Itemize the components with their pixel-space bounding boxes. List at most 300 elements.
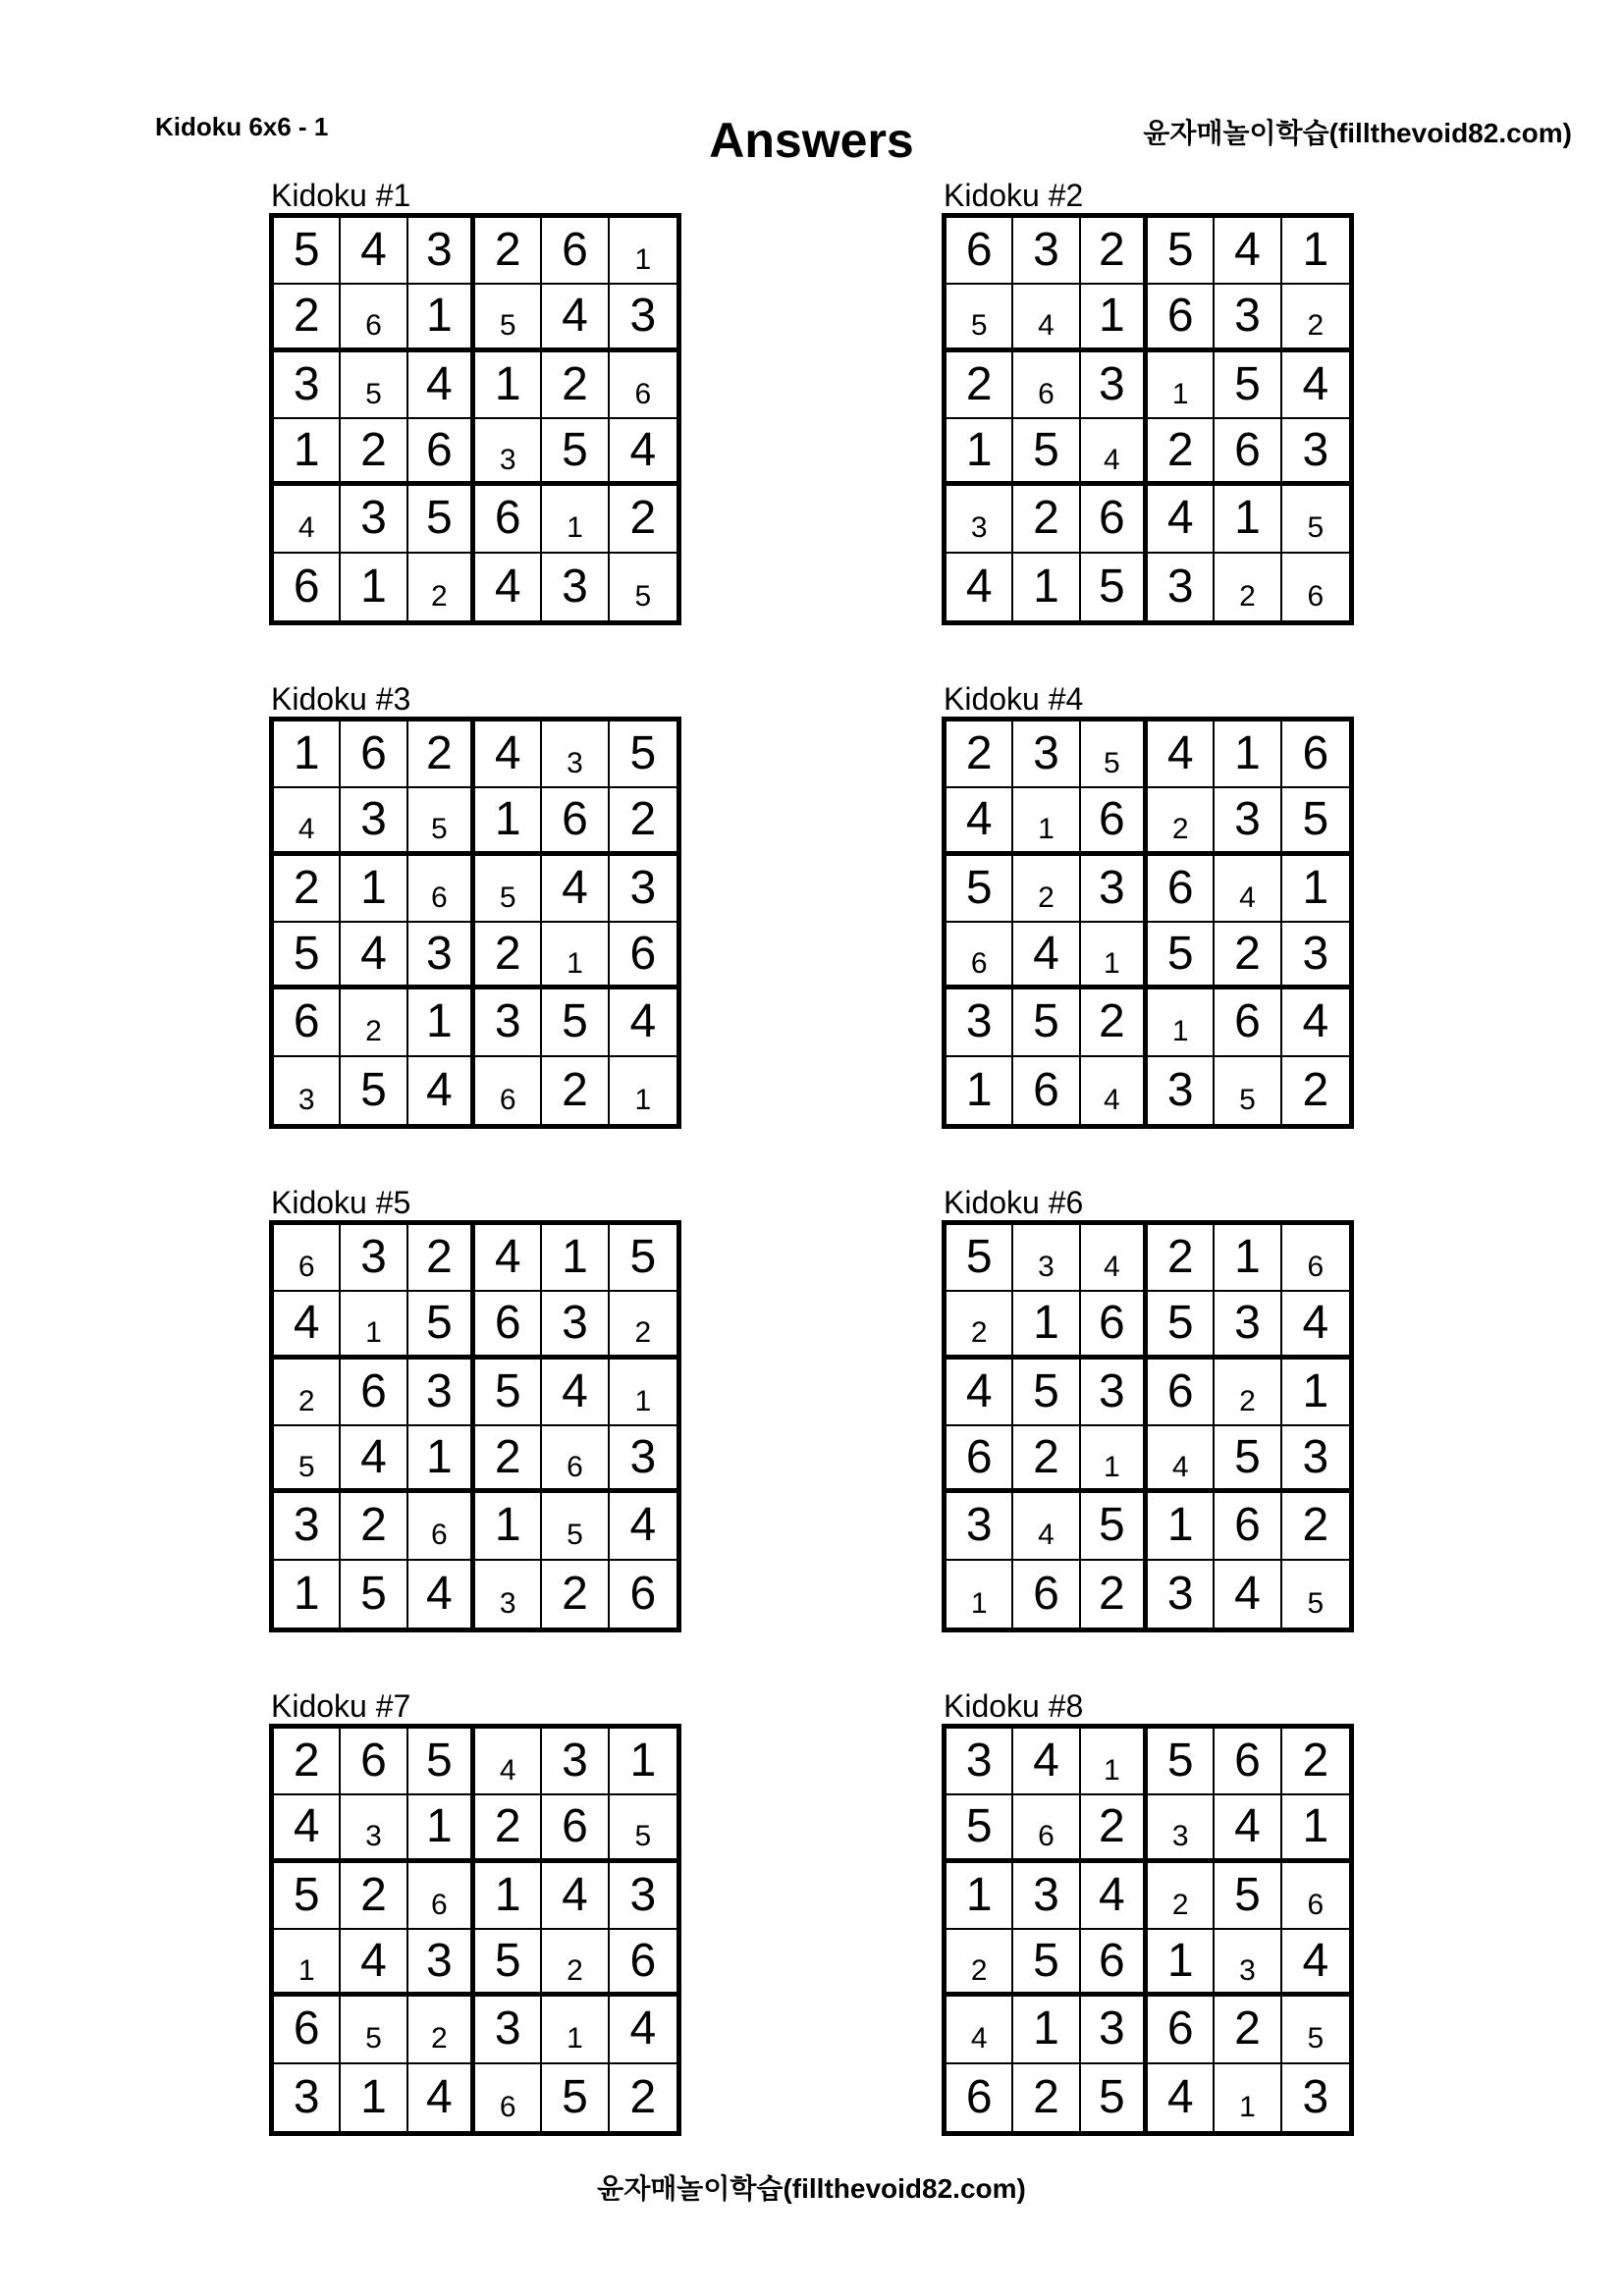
grid-cell: 4 — [542, 1863, 609, 1930]
grid-cell: 1 — [947, 1561, 1013, 1628]
grid-cell: 6 — [1081, 1930, 1148, 1997]
grid-cell: 1 — [1282, 1795, 1349, 1862]
grid-cell: 2 — [341, 1863, 407, 1930]
grid-cell: 2 — [341, 419, 407, 486]
grid-cell: 1 — [1215, 486, 1281, 553]
grid-cell: 4 — [408, 1057, 475, 1124]
grid-cell: 2 — [947, 721, 1013, 788]
grid-cell: 3 — [947, 1729, 1013, 1795]
grid-cell: 6 — [610, 1930, 676, 1997]
grid-cell: 3 — [1013, 1863, 1080, 1930]
grid-cell: 1 — [475, 1493, 542, 1560]
grid-cell: 4 — [610, 1997, 676, 2063]
grid-cell: 1 — [341, 554, 407, 620]
grid-cell: 2 — [1013, 486, 1080, 553]
grid-cell: 4 — [947, 1360, 1013, 1426]
grid-cell: 1 — [947, 1057, 1013, 1124]
grid-cell: 6 — [1282, 1225, 1349, 1292]
grid-cell: 3 — [542, 554, 609, 620]
grid-cell: 2 — [1302, 1063, 1329, 1116]
grid-cell: 3 — [274, 1057, 341, 1124]
grid-cell: 4 — [1081, 1225, 1148, 1292]
grid-cell: 5 — [947, 1225, 1013, 1292]
puzzle-label: Kidoku #4 — [944, 681, 1084, 717]
grid-cell: 6 — [1013, 1057, 1080, 1124]
grid-cell: 1 — [1081, 1729, 1148, 1795]
grid-cell: 1 — [542, 1997, 609, 2063]
grid-cell: 6 — [408, 1863, 475, 1930]
grid-cell: 2 — [1148, 419, 1215, 486]
grid-cell: 5 — [1013, 989, 1080, 1056]
grid-cell: 5 — [1013, 1930, 1080, 1997]
grid-cell: 1 — [542, 1225, 609, 1292]
grid-cell: 4 — [542, 1360, 609, 1426]
grid-cell: 4 — [947, 788, 1013, 855]
puzzle-grid — [942, 213, 1354, 625]
grid-cell: 5 — [1215, 1863, 1281, 1930]
grid-cell: 4 — [475, 554, 542, 620]
grid-cell: 3 — [947, 1493, 1013, 1560]
grid-cell: 5 — [1282, 788, 1349, 855]
grid-cell: 5 — [1215, 1426, 1281, 1493]
grid-cell: 5 — [1148, 218, 1215, 285]
grid-cell: 5 — [475, 1360, 542, 1426]
grid-cell: 4 — [610, 419, 676, 486]
grid-cell: 6 — [947, 218, 1013, 285]
grid-cell: 1 — [947, 1863, 1013, 1930]
grid-cell: 2 — [610, 788, 676, 855]
grid-cell: 2 — [475, 1426, 542, 1493]
grid-cell: 5 — [341, 352, 407, 419]
grid-cell: 4 — [475, 1225, 542, 1292]
grid-cell: 2 — [629, 2070, 657, 2123]
grid-cell: 3 — [947, 989, 1013, 1056]
grid-cell: 4 — [341, 923, 407, 989]
grid-cell: 6 — [341, 285, 407, 351]
grid-cell: 2 — [1081, 1795, 1148, 1862]
grid-cell: 6 — [1282, 1863, 1349, 1930]
grid-cell: 4 — [1282, 1930, 1349, 1997]
grid-cell: 1 — [475, 788, 542, 855]
grid-cell: 4 — [1215, 218, 1281, 285]
grid-cell: 2 — [1215, 1997, 1281, 2063]
grid-cell: 4 — [1081, 419, 1148, 486]
grid-cell: 3 — [610, 1426, 676, 1493]
puzzle-label: Kidoku #1 — [271, 178, 411, 213]
grid-cell: 1 — [1081, 923, 1148, 989]
grid-cell: 2 — [1081, 989, 1148, 1056]
grid-cell: 6 — [947, 1426, 1013, 1493]
grid-cell: 4 — [475, 721, 542, 788]
grid-cell: 2 — [408, 554, 475, 620]
grid-cell: 5 — [1081, 554, 1148, 620]
grid-cell: 3 — [408, 1360, 475, 1426]
grid-cell: 5 — [475, 856, 542, 923]
grid-cell: 5 — [1148, 1729, 1215, 1795]
grid-cell: 3 — [947, 486, 1013, 553]
grid-cell: 5 — [274, 1426, 341, 1493]
grid-cell: 2 — [1081, 1561, 1148, 1628]
grid-cell: 4 — [274, 1795, 341, 1862]
grid-cell: 6 — [542, 218, 609, 285]
grid-cell: 4 — [1148, 721, 1215, 788]
grid-cell: 2 — [1282, 1493, 1349, 1560]
grid-cell: 3 — [1215, 1930, 1281, 1997]
grid-cell: 3 — [475, 1997, 542, 2063]
grid-cell: 1 — [274, 1930, 341, 1997]
grid-cell: 2 — [947, 352, 1013, 419]
grid-cell: 1 — [1148, 1930, 1215, 1997]
grid-cell: 1 — [634, 1083, 652, 1116]
grid-cell: 3 — [274, 1493, 341, 1560]
grid-cell: 3 — [475, 989, 542, 1056]
grid-cell: 1 — [1081, 1426, 1148, 1493]
grid-cell: 1 — [274, 721, 341, 788]
grid-cell: 5 — [274, 218, 341, 285]
grid-cell: 6 — [1081, 486, 1148, 553]
header-brand: 윤자매놀이학습(fillthevoid82.com) — [1143, 118, 1572, 148]
grid-cell: 6 — [1215, 1493, 1281, 1560]
grid-cell: 4 — [610, 989, 676, 1056]
grid-cell: 2 — [1215, 923, 1281, 989]
grid-cell: 6 — [1148, 856, 1215, 923]
grid-cell: 6 — [1307, 579, 1325, 613]
grid-cell: 5 — [1081, 1493, 1148, 1560]
header-subtitle: Kidoku 6x6 - 1 — [155, 112, 329, 141]
grid-cell: 6 — [274, 989, 341, 1056]
grid-cell: 1 — [1215, 1225, 1281, 1292]
grid-cell: 1 — [1013, 1997, 1080, 2063]
grid-cell: 5 — [1282, 486, 1349, 553]
grid-cell: 5 — [1081, 721, 1148, 788]
grid-cell: 1 — [947, 419, 1013, 486]
grid-cell: 6 — [1215, 419, 1281, 486]
grid-cell: 2 — [274, 285, 341, 351]
grid-cell: 2 — [1215, 554, 1281, 620]
grid-cell: 5 — [1307, 1586, 1325, 1620]
puzzle-label: Kidoku #3 — [271, 681, 411, 717]
grid-cell: 2 — [1282, 285, 1349, 351]
grid-cell: 2 — [542, 1561, 609, 1628]
grid-cell: 5 — [1282, 1997, 1349, 2063]
grid-cell: 1 — [610, 1360, 676, 1426]
grid-cell: 1 — [1013, 1292, 1080, 1359]
grid-cell: 6 — [1081, 1292, 1148, 1359]
grid-cell: 5 — [542, 2064, 609, 2131]
grid-cell: 2 — [947, 1292, 1013, 1359]
grid-cell: 6 — [542, 1426, 609, 1493]
grid-cell: 5 — [475, 1930, 542, 1997]
grid-cell: 3 — [1302, 2070, 1329, 2123]
grid-cell: 4 — [341, 218, 407, 285]
grid-cell: 6 — [947, 2064, 1013, 2131]
grid-cell: 5 — [947, 856, 1013, 923]
grid-cell: 6 — [1013, 352, 1080, 419]
grid-cell: 4 — [947, 1997, 1013, 2063]
grid-cell: 6 — [1282, 721, 1349, 788]
grid-cell: 6 — [408, 856, 475, 923]
grid-cell: 1 — [1148, 352, 1215, 419]
grid-cell: 1 — [341, 1292, 407, 1359]
grid-cell: 5 — [274, 1863, 341, 1930]
grid-cell: 6 — [341, 1360, 407, 1426]
grid-cell: 1 — [1215, 2064, 1281, 2131]
puzzle-label: Kidoku #5 — [271, 1185, 411, 1220]
grid-cell: 1 — [1282, 856, 1349, 923]
grid-cell: 1 — [341, 856, 407, 923]
grid-cell: 5 — [610, 721, 676, 788]
grid-cell: 2 — [947, 1930, 1013, 1997]
grid-cell: 3 — [610, 856, 676, 923]
grid-cell: 4 — [408, 1561, 475, 1628]
grid-cell: 6 — [475, 486, 542, 553]
grid-cell: 1 — [408, 989, 475, 1056]
grid-cell: 4 — [408, 2064, 475, 2131]
puzzle-grid — [942, 1220, 1354, 1632]
grid-cell: 3 — [1081, 352, 1148, 419]
grid-cell: 4 — [1013, 285, 1080, 351]
grid-cell: 2 — [274, 856, 341, 923]
grid-cell: 6 — [475, 2064, 542, 2131]
grid-cell: 4 — [1282, 989, 1349, 1056]
grid-cell: 5 — [947, 1795, 1013, 1862]
grid-cell: 5 — [542, 989, 609, 1056]
grid-cell: 5 — [274, 923, 341, 989]
grid-cell: 5 — [341, 1561, 407, 1628]
grid-cell: 6 — [1215, 989, 1281, 1056]
grid-cell: 6 — [1013, 1795, 1080, 1862]
grid-cell: 4 — [408, 352, 475, 419]
grid-cell: 2 — [1282, 1729, 1349, 1795]
grid-cell: 3 — [341, 486, 407, 553]
grid-cell: 5 — [408, 1729, 475, 1795]
grid-cell: 6 — [1215, 1729, 1281, 1795]
grid-cell: 1 — [274, 1561, 341, 1628]
puzzle-label: Kidoku #6 — [944, 1185, 1084, 1220]
grid-cell: 6 — [1148, 285, 1215, 351]
grid-cell: 2 — [1148, 788, 1215, 855]
grid-cell: 6 — [629, 1567, 657, 1620]
grid-cell: 5 — [610, 1795, 676, 1862]
grid-cell: 6 — [274, 554, 341, 620]
grid-cell: 6 — [274, 1225, 341, 1292]
grid-cell: 2 — [1013, 1426, 1080, 1493]
grid-cell: 5 — [408, 788, 475, 855]
grid-cell: 4 — [1148, 486, 1215, 553]
grid-cell: 2 — [610, 486, 676, 553]
grid-cell: 6 — [1013, 1561, 1080, 1628]
grid-cell: 4 — [341, 1426, 407, 1493]
grid-cell: 2 — [542, 1930, 609, 1997]
grid-cell: 1 — [1148, 989, 1215, 1056]
grid-cell: 2 — [610, 1292, 676, 1359]
grid-cell: 1 — [1081, 285, 1148, 351]
grid-cell: 3 — [1148, 1057, 1215, 1124]
grid-cell: 2 — [1148, 1863, 1215, 1930]
grid-cell: 5 — [542, 1493, 609, 1560]
grid-cell: 4 — [1148, 2064, 1215, 2131]
puzzle-label: Kidoku #8 — [944, 1688, 1084, 1724]
grid-cell: 3 — [1215, 788, 1281, 855]
grid-cell: 1 — [1148, 1493, 1215, 1560]
grid-cell: 2 — [542, 352, 609, 419]
grid-cell: 5 — [1013, 1360, 1080, 1426]
grid-cell: 6 — [1148, 1997, 1215, 2063]
grid-cell: 4 — [1215, 1795, 1281, 1862]
puzzle-grid — [269, 213, 681, 625]
grid-cell: 1 — [1215, 721, 1281, 788]
puzzle-label: Kidoku #7 — [271, 1688, 411, 1724]
grid-cell: 4 — [542, 285, 609, 351]
grid-cell: 6 — [408, 419, 475, 486]
grid-cell: 6 — [1081, 788, 1148, 855]
grid-cell: 5 — [1013, 419, 1080, 486]
puzzle-grid — [269, 1724, 681, 2136]
grid-cell: 5 — [1215, 352, 1281, 419]
grid-cell: 6 — [341, 721, 407, 788]
grid-cell: 1 — [475, 352, 542, 419]
grid-cell: 6 — [610, 352, 676, 419]
grid-cell: 3 — [1148, 554, 1215, 620]
grid-cell: 3 — [1013, 218, 1080, 285]
puzzle-label: Kidoku #2 — [944, 178, 1084, 213]
grid-cell: 3 — [610, 1863, 676, 1930]
grid-cell: 2 — [408, 1225, 475, 1292]
grid-cell: 1 — [408, 1426, 475, 1493]
grid-cell: 3 — [475, 419, 542, 486]
footer-brand: 윤자매놀이학습(fillthevoid82.com) — [597, 2173, 1026, 2204]
grid-cell: 6 — [610, 923, 676, 989]
grid-cell: 5 — [634, 579, 652, 613]
grid-cell: 4 — [274, 788, 341, 855]
grid-cell: 5 — [341, 1057, 407, 1124]
grid-cell: 3 — [1013, 1225, 1080, 1292]
grid-cell: 2 — [542, 1057, 609, 1124]
grid-cell: 6 — [542, 1795, 609, 1862]
grid-cell: 2 — [475, 218, 542, 285]
grid-cell: 4 — [947, 554, 1013, 620]
grid-cell: 1 — [341, 2064, 407, 2131]
grid-cell: 2 — [408, 1997, 475, 2063]
grid-cell: 6 — [408, 1493, 475, 1560]
grid-cell: 4 — [341, 1930, 407, 1997]
grid-cell: 5 — [1081, 2064, 1148, 2131]
grid-cell: 6 — [341, 1729, 407, 1795]
grid-cell: 2 — [341, 1493, 407, 1560]
grid-cell: 5 — [947, 285, 1013, 351]
grid-cell: 4 — [1081, 1057, 1148, 1124]
grid-cell: 1 — [610, 218, 676, 285]
grid-cell: 4 — [1282, 352, 1349, 419]
grid-cell: 3 — [1282, 923, 1349, 989]
puzzle-grid — [269, 1220, 681, 1632]
puzzle-grid — [942, 1724, 1354, 2136]
grid-cell: 1 — [475, 1863, 542, 1930]
grid-cell: 3 — [1148, 1561, 1215, 1628]
grid-cell: 3 — [1215, 285, 1281, 351]
grid-cell: 2 — [475, 1795, 542, 1862]
grid-cell: 1 — [1013, 788, 1080, 855]
grid-cell: 5 — [408, 1292, 475, 1359]
grid-cell: 3 — [1282, 419, 1349, 486]
grid-cell: 2 — [341, 989, 407, 1056]
grid-cell: 2 — [1148, 1225, 1215, 1292]
grid-cell: 2 — [274, 1360, 341, 1426]
grid-cell: 6 — [1148, 1360, 1215, 1426]
grid-cell: 3 — [341, 1225, 407, 1292]
grid-cell: 4 — [1013, 1493, 1080, 1560]
grid-cell: 3 — [408, 923, 475, 989]
grid-cell: 2 — [1215, 1360, 1281, 1426]
grid-cell: 3 — [1081, 856, 1148, 923]
grid-cell: 3 — [542, 1292, 609, 1359]
grid-cell: 3 — [1282, 1426, 1349, 1493]
grid-cell: 1 — [408, 285, 475, 351]
grid-cell: 3 — [408, 218, 475, 285]
puzzle-grid — [942, 717, 1354, 1129]
grid-cell: 2 — [408, 721, 475, 788]
page-title: Answers — [709, 113, 914, 168]
grid-cell: 6 — [274, 1997, 341, 2063]
grid-cell: 1 — [542, 486, 609, 553]
grid-cell: 4 — [1215, 856, 1281, 923]
grid-cell: 2 — [1013, 2064, 1080, 2131]
grid-cell: 3 — [274, 352, 341, 419]
grid-cell: 2 — [475, 923, 542, 989]
grid-cell: 5 — [542, 419, 609, 486]
grid-cell: 5 — [610, 1225, 676, 1292]
grid-cell: 4 — [1081, 1863, 1148, 1930]
grid-cell: 3 — [1215, 1292, 1281, 1359]
grid-cell: 3 — [1013, 721, 1080, 788]
grid-cell: 5 — [1215, 1057, 1281, 1124]
grid-cell: 5 — [1148, 1292, 1215, 1359]
grid-cell: 4 — [1013, 1729, 1080, 1795]
grid-cell: 2 — [274, 1729, 341, 1795]
grid-cell: 3 — [341, 1795, 407, 1862]
grid-cell: 4 — [1282, 1292, 1349, 1359]
grid-cell: 3 — [1081, 1997, 1148, 2063]
grid-cell: 3 — [475, 1561, 542, 1628]
grid-cell: 1 — [274, 419, 341, 486]
grid-cell: 3 — [542, 721, 609, 788]
grid-cell: 1 — [1282, 1360, 1349, 1426]
grid-cell: 3 — [274, 2064, 341, 2131]
grid-cell: 5 — [341, 1997, 407, 2063]
grid-cell: 3 — [542, 1729, 609, 1795]
grid-cell: 6 — [475, 1292, 542, 1359]
grid-cell: 3 — [1081, 1360, 1148, 1426]
grid-cell: 6 — [542, 788, 609, 855]
puzzle-grid — [269, 717, 681, 1129]
grid-cell: 3 — [1148, 1795, 1215, 1862]
grid-cell: 4 — [274, 1292, 341, 1359]
grid-cell: 1 — [542, 923, 609, 989]
grid-cell: 4 — [542, 856, 609, 923]
grid-cell: 4 — [610, 1493, 676, 1560]
grid-cell: 3 — [610, 285, 676, 351]
grid-cell: 4 — [1215, 1561, 1281, 1628]
grid-cell: 1 — [610, 1729, 676, 1795]
grid-cell: 1 — [408, 1795, 475, 1862]
grid-cell: 4 — [1013, 923, 1080, 989]
grid-cell: 4 — [475, 1729, 542, 1795]
grid-cell: 6 — [947, 923, 1013, 989]
grid-cell: 1 — [1013, 554, 1080, 620]
grid-cell: 5 — [475, 285, 542, 351]
grid-cell: 6 — [475, 1057, 542, 1124]
grid-cell: 2 — [1081, 218, 1148, 285]
